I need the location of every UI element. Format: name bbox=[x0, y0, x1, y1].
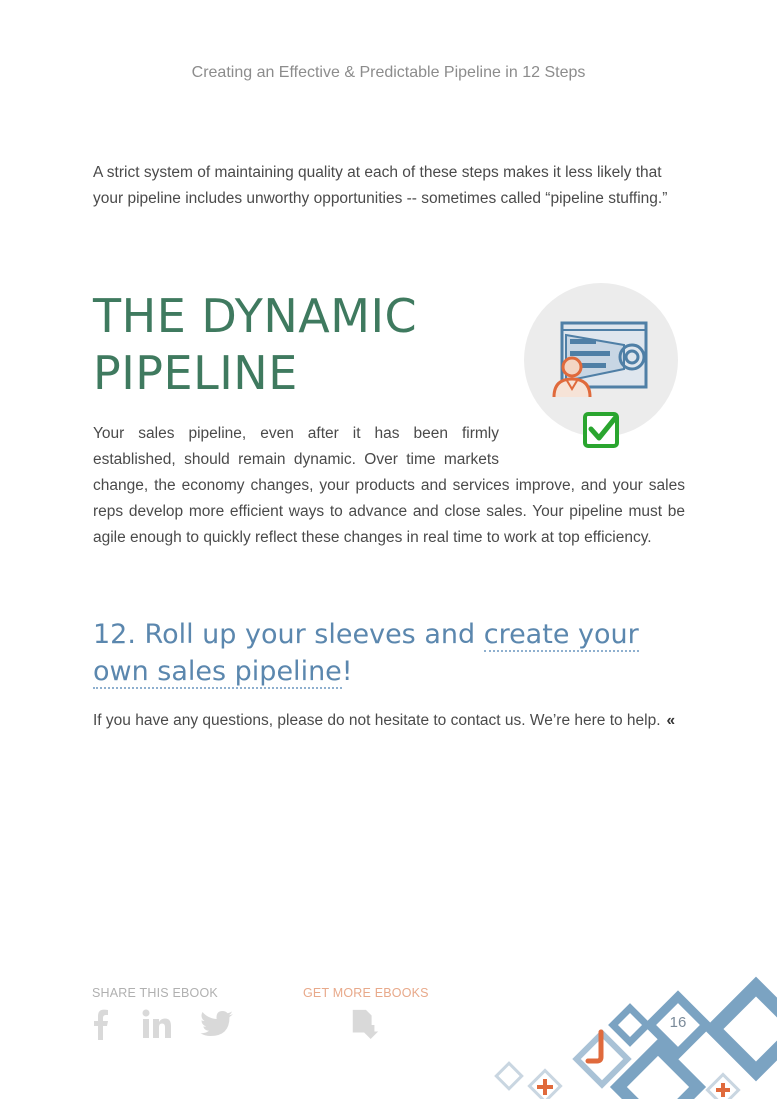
running-header: Creating an Effective & Predictable Pipeline in 12 Steps bbox=[191, 64, 586, 81]
get-more-ebooks-link[interactable]: GET MORE EBOOKS bbox=[303, 986, 429, 1000]
section-title-line-2: PIPELINE bbox=[93, 346, 298, 400]
decorative-diamond-pattern bbox=[490, 975, 777, 1099]
cta-prefix: 12. Roll up your sleeves and bbox=[93, 619, 484, 650]
section-title-line-1: THE DYNAMIC bbox=[93, 289, 418, 343]
create-pipeline-link[interactable]: create your own sales pipeline bbox=[93, 619, 639, 687]
cta-heading bbox=[93, 616, 693, 690]
end-mark: « bbox=[666, 712, 676, 729]
intro-paragraph: A strict system of maintaining quality at each of these steps makes it less likely that your pipeline includes unworthy opportunities -- sometimes called “pipeline stuffing.” bbox=[93, 164, 668, 207]
share-label: SHARE THIS EBOOK bbox=[92, 986, 218, 1000]
closing-text: If you have any questions, please do not hesitate to contact us. We’re here to help. bbox=[93, 712, 661, 729]
section-title bbox=[93, 288, 417, 402]
linkedin-icon[interactable] bbox=[142, 1008, 172, 1040]
twitter-icon[interactable] bbox=[200, 1008, 234, 1040]
illustration-spacer bbox=[499, 421, 685, 473]
section-body-text: Your sales pipeline, even after it has been firmly established, should remain dynamic. Over time markets change, the economy changes, your products and services improve, and your sales reps develop more efficient ways to advance and close sales. Your pipeline must be agile enough to quickly reflect these changes in real time to work at top efficiency. bbox=[93, 425, 685, 546]
closing-paragraph bbox=[93, 708, 685, 734]
download-document-icon[interactable] bbox=[348, 1008, 382, 1040]
section-body bbox=[93, 421, 685, 551]
cta-suffix: ! bbox=[341, 656, 353, 687]
facebook-icon[interactable] bbox=[92, 1008, 110, 1040]
page-number: 16 bbox=[669, 1014, 687, 1031]
